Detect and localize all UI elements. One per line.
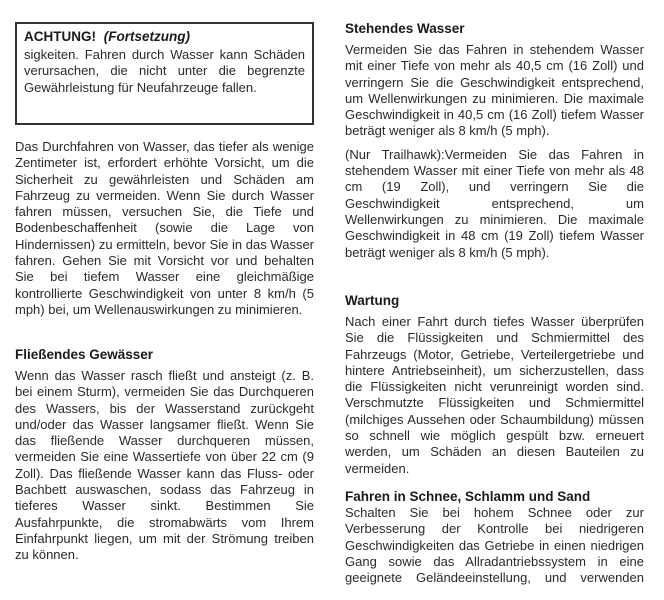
paragraph-flowing-water: Wenn das Wasser rasch fließt und ansteigt (z. B. bei einem Sturm), vermeiden Sie das Durchqueren des Wassers, bis der Wasserstand zurückgeht und/oder das Wasser langsamer fließt. Wenn Sie das fließende Wasser durchqueren müssen, vermeiden Sie eine Wassertiefe von über 22 cm (9 Zoll). Das fließende Wasser kann das Fluss- oder Bachbett auswaschen, sodass das Fahrzeug in tieferes Wasser sinkt. Bestimmen Sie Ausfahrpunkte, die stromabwärts vom Ihrem Einfahrpunkt liegen, um mit der Strömung treiben zu können. (15, 368, 314, 563)
section-flowing-water (15, 346, 314, 564)
paragraph-snow-mud-sand: Schalten Sie bei hohem Schnee oder zur Verbesserung der Kontrolle bei niedrigeren Geschwindigkeiten das Getriebe in einen niedrigen Gang sowie das Allradantriebssystem in eine geeignete Geländeeinstellung, und verwenden (345, 505, 644, 586)
warning-label: ACHTUNG! (24, 29, 96, 44)
paragraph-standing-water: Vermeiden Sie das Fahren in stehendem Wasser mit einer Tiefe von mehr als 40,5 cm (16 Zoll) und verringern Sie die Geschwindigkeit entsprechend, um Wellenwirkungen zu minimieren. Die maximale Geschwindigkeit in 40,5 cm (16 Zoll) tiefem Wasser beträgt weniger als 8 km/h (5 mph). (345, 42, 644, 139)
heading-standing-water: Stehendes Wasser (345, 21, 465, 36)
intro-paragraph: Das Durchfahren von Wasser, das tiefer als wenige Zentimeter ist, erfordert erhöhte Vorsicht, um die Sicherheit zu gewährleisten und Schäden am Fahrzeug zu vermeiden. Wenn Sie durch Wasser fahren müssen, versuchen Sie, die Tiefe und Bodenbeschaffenheit (sowie die Lage von Hindernissen) zu ermitteln, bevor Sie in das Wasser fahren. Gehen Sie mit Vorsicht vor und behalten Sie bei tiefem Wasser eine gleichmäßige kontrollierte Geschwindigkeit von unter 8 km/h (5 mph) bei, um Wellenauswirkungen zu minimieren. (15, 139, 314, 317)
heading-flowing-water: Fließendes Gewässer (15, 347, 154, 362)
intro-paragraph-block (15, 139, 314, 318)
section-snow-mud-sand (345, 488, 644, 586)
paragraph-trailhawk: (Nur Trailhawk):Vermeiden Sie das Fahren in stehendem Wasser mit einer Tiefe von mehr als 48 cm (19 Zoll), und verringern Sie die Geschwindigkeit entsprechend, um Wellenwirkungen zu minimieren. Die maximale Geschwindigkeit in 48 cm (19 Zoll) tiefem Wasser beträgt weniger als 8 km/h (5 mph). (345, 146, 644, 260)
paragraph-maintenance: Nach einer Fahrt durch tiefes Wasser überprüfen Sie die Flüssigkeiten und Schmiermittel des Fahrzeugs (Motor, Getriebe, Verteilergetriebe und hintere Antriebseinheit), um sicherzustellen, dass die Flüssigkeiten nicht verunreinigt worden sind. Verschmutzte Flüssigkeiten und Schmiermittel (milchiges Aussehen oder Schaumbildung) müssen so schnell wie möglich gespült bzw. erneuert werden, um Schäden an diesen Bauteilen zu vermeiden. (345, 314, 644, 476)
warning-title (24, 28, 305, 45)
heading-maintenance: Wartung (345, 293, 400, 308)
heading-snow-mud-sand: Fahren in Schnee, Schlamm und Sand (345, 489, 591, 504)
section-maintenance (345, 292, 644, 477)
section-standing-water (345, 20, 644, 261)
warning-box (15, 22, 314, 125)
warning-text: sigkeiten. Fahren durch Wasser kann Schäden verursachen, die nicht unter die begrenzte Gewährleistung für Neufahrzeuge fallen. (24, 47, 305, 95)
warning-continuation: (Fortsetzung) (103, 29, 190, 44)
